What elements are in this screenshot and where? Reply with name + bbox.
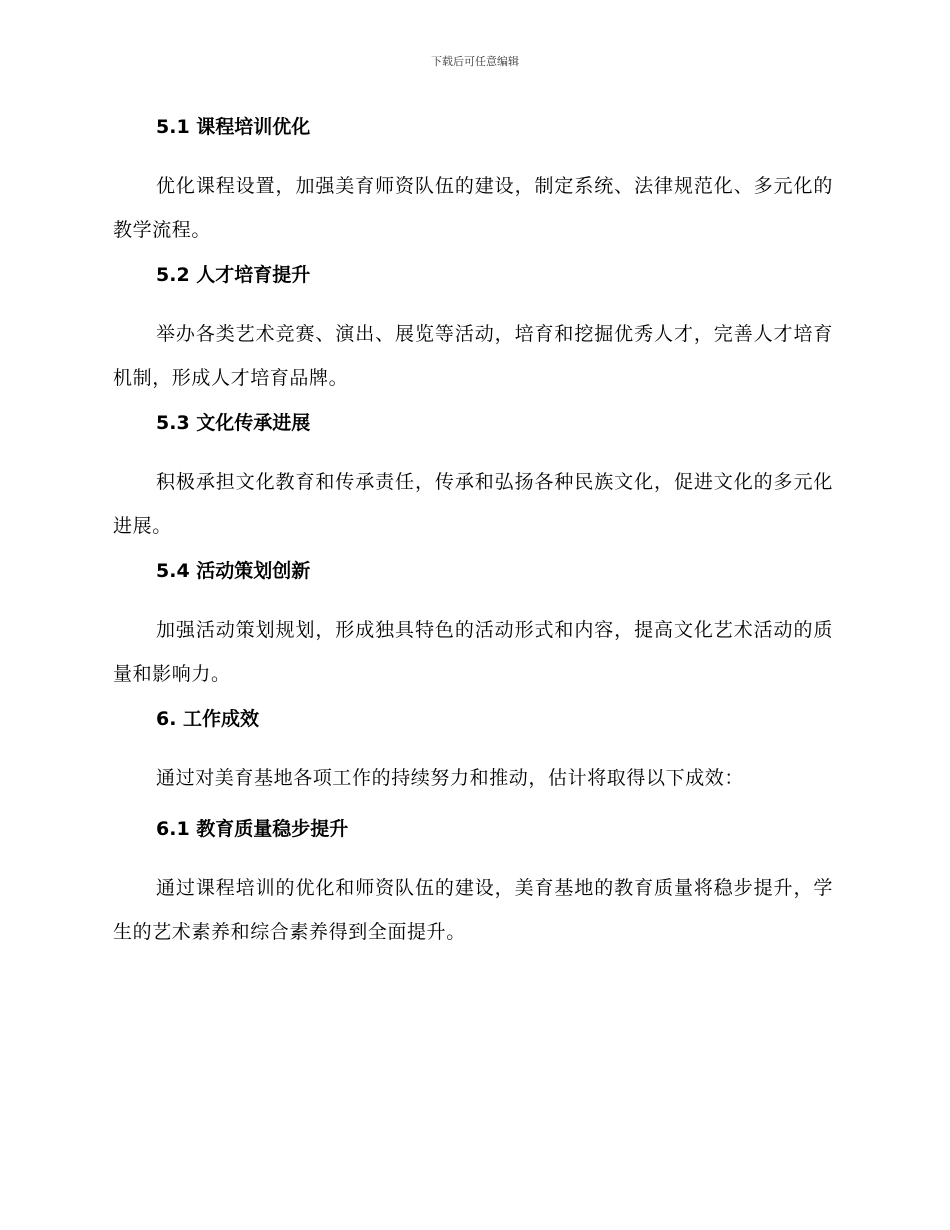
section-heading-5-4: 5.4 活动策划创新 xyxy=(156,560,311,582)
section-heading-5-3: 5.3 文化传承进展 xyxy=(156,412,311,434)
section-paragraph-5-3: 积极承担文化教育和传承责任，传承和弘扬各种民族文化，促进文化的多元化进展。 xyxy=(113,471,833,537)
section-heading-6-1: 6.1 教育质量稳步提升 xyxy=(156,818,349,840)
section-paragraph-5-1: 优化课程设置，加强美育师资队伍的建设，制定系统、法律规范化、多元化的教学流程。 xyxy=(113,175,833,241)
section-heading-6: 6. 工作成效 xyxy=(156,708,260,730)
section-heading-5-1: 5.1 课程培训优化 xyxy=(156,116,311,138)
document-body xyxy=(113,112,833,962)
section-heading-5-2: 5.2 人才培育提升 xyxy=(156,264,311,286)
section-paragraph-6-1: 通过课程培训的优化和师资队伍的建设，美育基地的教育质量将稳步提升，学生的艺术素养和综合素养得到全面提升。 xyxy=(113,877,833,943)
section-paragraph-5-2: 举办各类艺术竞赛、演出、展览等活动，培育和挖掘优秀人才，完善人才培育机制，形成人才培育品牌。 xyxy=(113,323,833,389)
section-paragraph-6: 通过对美育基地各项工作的持续努力和推动，估计将取得以下成效： xyxy=(156,767,745,789)
section-paragraph-5-4: 加强活动策划规划，形成独具特色的活动形式和内容，提高文化艺术活动的质量和影响力。 xyxy=(113,619,833,685)
header-note: 下载后可任意编辑 xyxy=(431,55,519,68)
